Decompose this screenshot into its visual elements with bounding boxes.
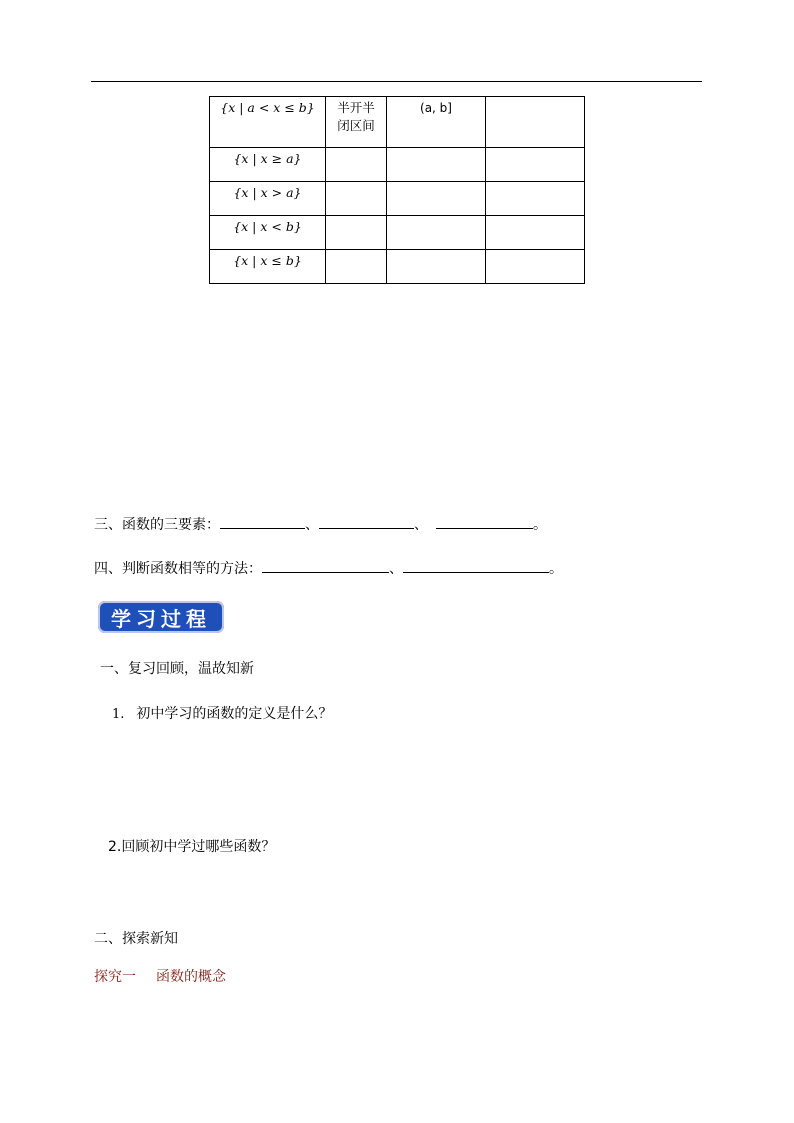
header-rule (91, 81, 702, 82)
part-one-title: 一、复习回顾，温故知新 (100, 661, 254, 677)
table-row (210, 148, 585, 182)
question-three-elements (94, 514, 547, 534)
number-line-cell (486, 97, 585, 148)
table-row (210, 250, 585, 284)
answer-blank[interactable] (319, 514, 414, 529)
set-cell: {x | x < b} (210, 216, 326, 250)
separator: 、 (305, 517, 319, 533)
name-cell (326, 250, 387, 284)
name-cell (326, 148, 387, 182)
question-label: 四、判断函数相等的方法： (94, 561, 262, 577)
number-line-cell (486, 250, 585, 284)
number-line-cell (486, 216, 585, 250)
notation-cell (387, 250, 486, 284)
question-label: 三、函数的三要素： (94, 517, 220, 533)
name-cell (326, 216, 387, 250)
notation-cell (387, 182, 486, 216)
review-question-2: 2.回顾初中学过哪些函数？ (108, 839, 276, 855)
explore-topic: 函数的概念 (156, 969, 226, 985)
name-text: 半开半闭区间 (337, 100, 375, 133)
answer-blank[interactable] (220, 514, 305, 529)
explore-label: 探究一 (94, 969, 136, 985)
separator: 、 (414, 517, 428, 533)
explore-heading (94, 966, 226, 986)
name-cell (326, 97, 387, 148)
set-cell: {x | x ≤ b} (210, 250, 326, 284)
set-cell: {x | x > a} (210, 182, 326, 216)
notation-cell (387, 148, 486, 182)
notation-cell: (a, b] (387, 97, 486, 148)
number-line-cell (486, 148, 585, 182)
table-row (210, 182, 585, 216)
notation-cell (387, 216, 486, 250)
item-text: 初中学习的函数的定义是什么？ (136, 706, 333, 722)
name-cell (326, 182, 387, 216)
section-badge: 学习过程 (98, 601, 224, 633)
question-equality-methods (94, 558, 563, 578)
set-cell: {x | a < x ≤ b} (210, 97, 326, 148)
number-line-cell (486, 182, 585, 216)
answer-blank[interactable] (436, 514, 533, 529)
part-two-title: 二、探索新知 (94, 931, 178, 947)
set-cell: {x | x ≥ a} (210, 148, 326, 182)
item-number: 1. (112, 707, 125, 722)
interval-table (209, 96, 585, 284)
table-row (210, 97, 585, 148)
table-row (210, 216, 585, 250)
answer-blank[interactable] (262, 558, 389, 573)
answer-blank[interactable] (403, 558, 549, 573)
separator: 、 (389, 561, 403, 577)
period: 。 (549, 561, 563, 577)
period: 。 (533, 517, 547, 533)
review-question-1 (112, 703, 332, 723)
